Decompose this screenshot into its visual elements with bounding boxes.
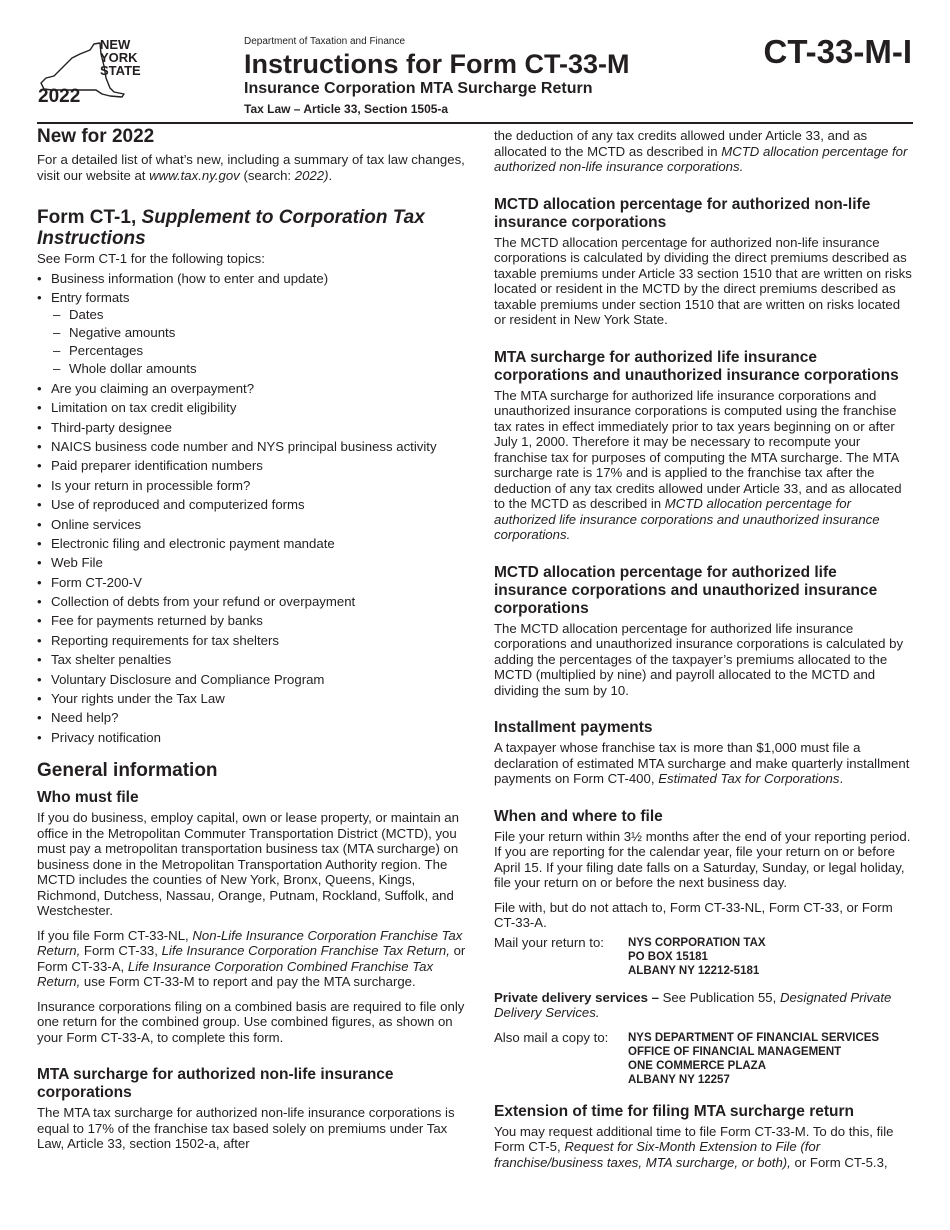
- state-name: NEW YORK STATE: [100, 37, 141, 78]
- ct1-topics-list: [37, 271, 467, 746]
- form-code: CT-33-M-I: [763, 33, 912, 70]
- copy-address: [494, 1030, 914, 1087]
- when-where-heading: When and where to file: [494, 807, 663, 825]
- page-subtitle: Insurance Corporation MTA Surcharge Return: [244, 80, 593, 97]
- list-item: • Need help?: [37, 710, 467, 726]
- copy-address-lines: NYS DEPARTMENT OF FINANCIAL SERVICES OFFICE OF FINANCIAL MANAGEMENT ONE COMMERCE PLAZA ALBANY NY 12257: [628, 1031, 880, 1086]
- combined-filing-text: Insurance corporations filing on a combined basis are required to file only one return for the combined group. Use combined figures, as shown on your Form CT-33-A, to complete this form.: [37, 998, 465, 1045]
- general-information-heading: General information: [37, 760, 218, 782]
- alloc-nonlife-text: The MCTD allocation percentage for authorized non-life insurance corporations is calculated by dividing the direct premiums described as taxable premiums under Article 33 section 1510 that are written on risks located or resident in the MCTD by the direct premiums described as taxable premiums under section 1510 that are written on risks located or resident in New York State.: [494, 234, 912, 327]
- list-item: • Your rights under the Tax Law: [37, 691, 467, 707]
- mta-nonlife-text: The MTA tax surcharge for authorized non-life insurance corporations is equal to 17% of the franchise tax based solely on premiums under Tax Law, Article 33, section 1502-a, after: [37, 1105, 455, 1152]
- list-item: • Web File: [37, 555, 467, 571]
- tax-law-reference: Tax Law – Article 33, Section 1505-a: [244, 102, 449, 116]
- left-column: [37, 126, 467, 1161]
- installment-heading: Installment payments: [494, 719, 653, 736]
- copy-label: Also mail a copy to:: [494, 1029, 609, 1045]
- list-item: • Limitation on tax credit eligibility: [37, 400, 467, 416]
- alloc-life-text: The MCTD allocation percentage for authorized life insurance corporations and unauthorized insurance corporations is calculated by adding the percentages of the taxpayer’s premiums allocated to the MCTD (multiplied by nine) and payroll allocated to the MCTD and dividing the sum by 10.: [494, 620, 904, 698]
- extension-text: You may request additional time to file Form CT-33-M. To do this, file Form CT-5, Request for Six-Month Extension to File (for franchise/business taxes, MTA surcharge, or both), or Form CT-5.3,: [494, 1123, 894, 1170]
- list-item: • Tax shelter penalties: [37, 652, 467, 668]
- entry-formats-sublist: [51, 307, 467, 377]
- list-item: – Negative amounts: [51, 325, 467, 341]
- right-column: [494, 128, 914, 1179]
- list-item: • Electronic filing and electronic payment mandate: [37, 536, 467, 552]
- nys-logo: [38, 38, 158, 108]
- list-item: – Whole dollar amounts: [51, 361, 467, 377]
- mail-return-address: [494, 935, 914, 978]
- mail-address: NYS CORPORATION TAX PO BOX 15181 ALBANY NY 12212-5181: [628, 936, 766, 977]
- new-for-2022-heading: New for 2022: [37, 126, 155, 147]
- list-item: • Privacy notification: [37, 730, 467, 746]
- alloc-nonlife-heading: MCTD allocation percentage for authorized non-life insurance corporations: [494, 195, 871, 231]
- ct1-intro: See Form CT-1 for the following topics:: [37, 251, 265, 266]
- list-item: • Online services: [37, 517, 467, 533]
- list-item: • Business information (how to enter and update): [37, 271, 467, 287]
- file-with-text: File with, but do not attach to, Form CT-33-NL, Form CT-33, or Form CT-33-A.: [494, 899, 893, 930]
- private-delivery-text: Private delivery services – See Publication 55, Designated Private Delivery Services.: [494, 989, 892, 1020]
- list-item: • Are you claiming an overpayment?: [37, 381, 467, 397]
- who-must-file-heading: Who must file: [37, 789, 139, 807]
- alloc-life-heading: MCTD allocation percentage for authorized life insurance corporations and unauthorized insurance corporations: [494, 563, 878, 617]
- list-item: • Fee for payments returned by banks: [37, 613, 467, 629]
- extension-heading: Extension of time for filing MTA surcharge return: [494, 1102, 854, 1120]
- mta-life-heading: MTA surcharge for authorized life insurance corporations and unauthorized insurance corporations: [494, 348, 899, 384]
- tax-year: 2022: [38, 86, 81, 107]
- list-item: • Form CT-200-V: [37, 575, 467, 591]
- list-item: • Reporting requirements for tax shelters: [37, 633, 467, 649]
- list-item: • NAICS business code number and NYS principal business activity: [37, 439, 467, 455]
- who-must-file-text: If you do business, employ capital, own or lease property, or maintain an office in the Metropolitan Commuter Transportation District (MCTD), you must pay a metropolitan transportation business tax (MTA surcharge) on business done in the Metropolitan Transportation Authority region. The MCTD includes the counties of New York, Bronx, Queens, Kings, Richmond, Dutchess, Nassau, Orange, Putnam, Rockland, Suffolk, and Westchester.: [37, 810, 459, 919]
- ct1-supplement-heading: Form CT-1, Supplement to Corporation Tax Instructions: [37, 207, 425, 249]
- new-for-2022-text: For a detailed list of what’s new, including a summary of tax law changes, visit our website at www.tax.ny.gov (search: 2022).: [37, 152, 465, 183]
- list-item: • Use of reproduced and computerized forms: [37, 497, 467, 513]
- page-title: Instructions for Form CT-33-M: [244, 49, 630, 79]
- installment-text: A taxpayer whose franchise tax is more than $1,000 must file a declaration of estimated MTA surcharge and make quarterly installment payments on Form CT-400, Estimated Tax for Corporations.: [494, 740, 910, 786]
- list-item: • Paid preparer identification numbers: [37, 458, 467, 474]
- department-name: Department of Taxation and Finance: [244, 36, 406, 47]
- when-where-text: File your return within 3½ months after the end of your reporting period. If you are reporting for the calendar year, file your return on or before April 15. If your filing date falls on a Saturday, Sunday, or legal holiday, file your return on or before the next business day.: [494, 828, 911, 890]
- list-item: – Dates: [51, 307, 467, 323]
- list-item: • Voluntary Disclosure and Compliance Program: [37, 672, 467, 688]
- list-item: • Collection of debts from your refund or overpayment: [37, 594, 467, 610]
- mta-life-text: The MTA surcharge for authorized life insurance corporations and unauthorized insurance corporations is computed using the franchise tax rates in effect immediately prior to tax years beginning on or after July 1, 2000. Therefore it may be necessary to recompute your franchise tax for purposes of computing the MTA surcharge. The MTA surcharge rate is 17% and is applied to the franchise tax after the deduction of any tax credits allowed under Article 33, and as allocated to the MCTD as described in MCTD allocation percentage for authorized life insurance corporations and unauthorized insurance corporations.: [494, 387, 902, 542]
- who-must-file-forms: If you file Form CT-33-NL, Non-Life Insurance Corporation Franchise Tax Return, Form CT-33, Life Insurance Corporation Franchise Tax Return, or Form CT-33-A, Life Insurance Corporation Combined Franchise Tax Return, use Form CT-33-M to report and pay the MTA surcharge.: [37, 927, 466, 990]
- mta-nonlife-heading: MTA surcharge for authorized non-life insurance corporations: [37, 1066, 394, 1102]
- header-divider: [37, 122, 913, 124]
- continued-text: the deduction of any tax credits allowed under Article 33, and as allocated to the MCTD as described in MCTD allocation percentage for authorized non-life insurance corporations.: [494, 128, 908, 174]
- list-item: • Third-party designee: [37, 420, 467, 436]
- list-item: • Entry formats – Dates – Negative amounts – Percentages – Whole dollar amounts: [37, 290, 467, 377]
- list-item: • Is your return in processible form?: [37, 478, 467, 494]
- list-item: – Percentages: [51, 343, 467, 359]
- mail-label: Mail your return to:: [494, 934, 604, 950]
